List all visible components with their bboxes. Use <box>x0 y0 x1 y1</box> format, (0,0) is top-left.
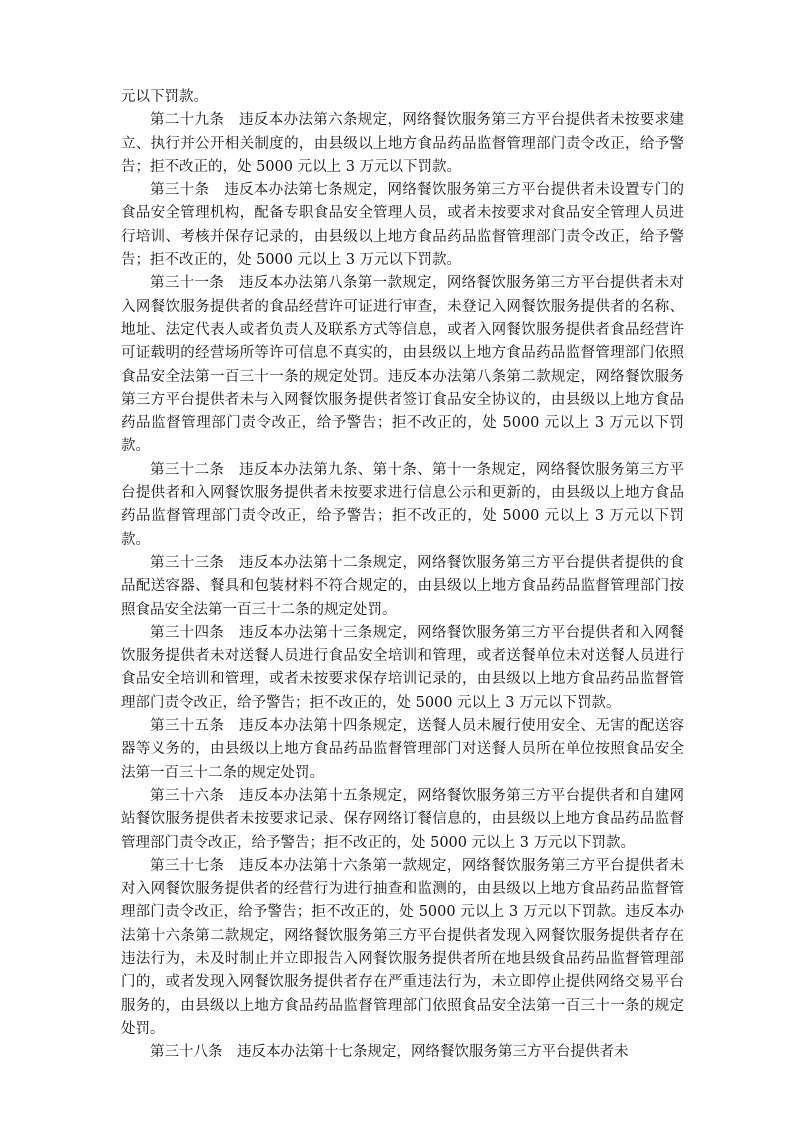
article-30: 第三十条 违反本办法第七条规定，网络餐饮服务第三方平台提供者未设置专门的食品安全管理机构，配备专职食品安全管理人员，或者未按要求对食品安全管理人员进行培训、考核并保存记录的，由县级以上地方食品药品监督管理部门责令改正，给予警告；拒不改正的，处 5000 元以上 3 万元以下罚款。 <box>121 182 684 269</box>
article-33: 第三十三条 违反本办法第十二条规定，网络餐饮服务第三方平台提供者提供的食品配送容器、餐具和包装材料不符合规定的，由县级以上地方食品药品监督管理部门按照食品安全法第一百三十二条的规定处罚。 <box>121 554 684 618</box>
article-36: 第三十六条 违反本办法第十五条规定，网络餐饮服务第三方平台提供者和自建网站餐饮服务提供者未按要求记录、保存网络订餐信息的，由县级以上地方食品药品监督管理部门责令改正，给予警告；拒不改正的，处 5000 元以上 3 万元以下罚款。 <box>121 787 684 851</box>
article-38: 第三十八条 违反本办法第十七条规定，网络餐饮服务第三方平台提供者未 <box>150 1044 629 1061</box>
paragraph-continuation: 元以下罚款。 <box>121 89 208 105</box>
article-31: 第三十一条 违反本办法第八条第一款规定，网络餐饮服务第三方平台提供者未对入网餐饮服务提供者的食品经营许可证进行审查，未登记入网餐饮服务提供者的名称、地址、法定代表人或者负责人及联系方式等信息，或者入网餐饮服务提供者食品经营许可证载明的经营场所等许可信息不真实的，由县级以上地方食品药品监督管理部门依照食品安全法第一百三十一条的规定处罚。违反本办法第八条第二款规定，网络餐饮服务第三方平台提供者未与入网餐饮服务提供者签订食品安全协议的，由县级以上地方食品药品监督管理部门责令改正，给予警告；拒不改正的，处 5000 元以上 3 万元以下罚款。 <box>121 275 684 455</box>
article-32: 第三十二条 违反本办法第九条、第十条、第十一条规定，网络餐饮服务第三方平台提供者和入网餐饮服务提供者未按要求进行信息公示和更新的，由县级以上地方食品药品监督管理部门责令改正，给予警告；拒不改正的，处 5000 元以上 3 万元以下罚款。 <box>121 461 684 548</box>
article-29: 第二十九条 违反本办法第六条规定，网络餐饮服务第三方平台提供者未按要求建立、执行并公开相关制度的，由县级以上地方食品药品监督管理部门责令改正，给予警告；拒不改正的，处 5000 元以上 3 万元以下罚款。 <box>121 112 684 175</box>
article-35: 第三十五条 违反本办法第十四条规定，送餐人员未履行使用安全、无害的配送容器等义务的，由县级以上地方食品药品监督管理部门对送餐人员所在单位按照食品安全法第一百三十二条的规定处罚。 <box>121 718 684 781</box>
article-34: 第三十四条 违反本办法第十三条规定，网络餐饮服务第三方平台提供者和入网餐饮服务提供者未对送餐人员进行食品安全培训和管理，或者送餐单位未对送餐人员进行食品安全培训和管理，或者未按要求保存培训记录的，由县级以上地方食品药品监督管理部门责令改正，给予警告；拒不改正的，处 5000 元以上 3 万元以下罚款。 <box>121 624 684 711</box>
article-37: 第三十七条 违反本办法第十六条第一款规定，网络餐饮服务第三方平台提供者未对入网餐饮服务提供者的经营行为进行抽查和监测的，由县级以上地方食品药品监督管理部门责令改正，给予警告；拒不改正的，处 5000 元以上 3 万元以下罚款。违反本办法第十六条第二款规定，网络餐饮服务第三方平台提供者发现入网餐饮服务提供者存在违法行为，未及时制止并立即报告入网餐饮服务提供者所在地县级食品药品监督管理部门的，或者发现入网餐饮服务提供者存在严重违法行为，未立即停止提供网络交易平台服务的，由县级以上地方食品药品监督管理部门依照食品安全法第一百三十一条的规定处罚。 <box>121 857 684 1037</box>
document-page <box>121 86 684 1064</box>
